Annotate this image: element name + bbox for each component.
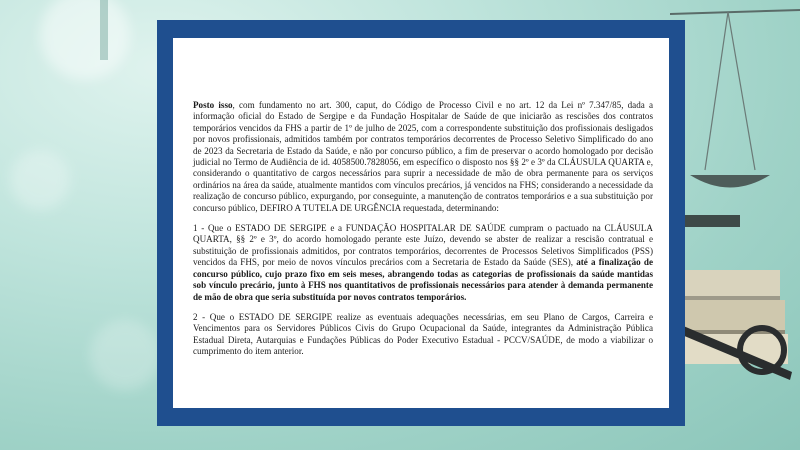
background-scales-books-pen bbox=[670, 0, 800, 450]
document-page bbox=[173, 38, 669, 408]
background-scale-base bbox=[0, 0, 160, 450]
paragraph-ruling bbox=[193, 100, 653, 214]
paragraph-item-1-bold: até a finalização de concurso público, cujo prazo fixo em seis meses, abrangendo todas as categorias de profissionais da saúde mantidas sob vínculo precário, junto à FHS nos quantitativos de profissionais necessários para atender à demanda permanente de mão de obra que seria substituída por novos contratos temporários. bbox=[193, 257, 653, 302]
paragraph-lead: Posto isso bbox=[193, 100, 233, 110]
paragraph-item-2 bbox=[193, 312, 653, 358]
document-frame bbox=[157, 20, 685, 426]
paragraph-item-1 bbox=[193, 223, 653, 303]
paragraph-item-1-text: 1 - Que o ESTADO DE SERGIPE e a FUNDAÇÃO HOSPITALAR DE SAÚDE cumpram o pactuado na CLÁUSULA QUARTA, §§ 2º e 3º, do acordo homologado perante este Juízo, devendo se abster de realizar a rescisão contratual e substituição de profissionais admitidos, por contratos temporários, decorrentes de Processos Seletivos Simplificados (PSS) vencidos da FHS, por meio de novos vínculos precários com a Secretaria de Estado da Saúde (SES), bbox=[193, 223, 653, 268]
paragraph-ruling-text: , com fundamento no art. 300, caput, do Código de Processo Civil e no art. 12 da Lei nº 7.347/85, dada a informação oficial do Estado de Sergipe e da Fundação Hospitalar de Saúde de que iniciarão as rescisões dos contratos temporários vencidos da FHS a partir de 1º de julho de 2025, com a correspondente substituição dos profissionais desligados por novos profissionais, admitidos também por contratos temporários decorrentes de Processo Seletivo Simplificado do ano de 2023 da Secretaria de Estado da Saúde, e não por concurso público, a fim de preservar o acordo homologado por decisão judicial no Termo de Audiência de id. 4058500.7828056, em específico o disposto nos §§ 2º e 3º da CLÁUSULA QUARTA e, considerando o quantitativo de cargos necessários para suprir a necessidade de mão de obra permanente para os serviços ordinários na área da saúde, atualmente mantidos com vínculos precários, já vencidos na FHS; considerando a necessidade da realização de concurso público, expurgando, por conseguinte, a manutenção de contratos temporários e a sua substituição por concurso público, DEFIRO A TUTELA DE URGÊNCIA requestada, determinando: bbox=[193, 100, 654, 213]
paragraph-item-2-text: 2 - Que o ESTADO DE SERGIPE realize as eventuais adequações necessárias, em seu Plano de Cargos, Carreira e Vencimentos para os Servidores Públicos Civis do Grupo Ocupacional da Saúde, integrantes da Administração Pública Estadual Direta, Autarquias e Fundações Públicas do Poder Executivo Estadual - PCCV/SAÚDE, de modo a viabilizar o cumprimento do item anterior. bbox=[193, 311, 653, 357]
